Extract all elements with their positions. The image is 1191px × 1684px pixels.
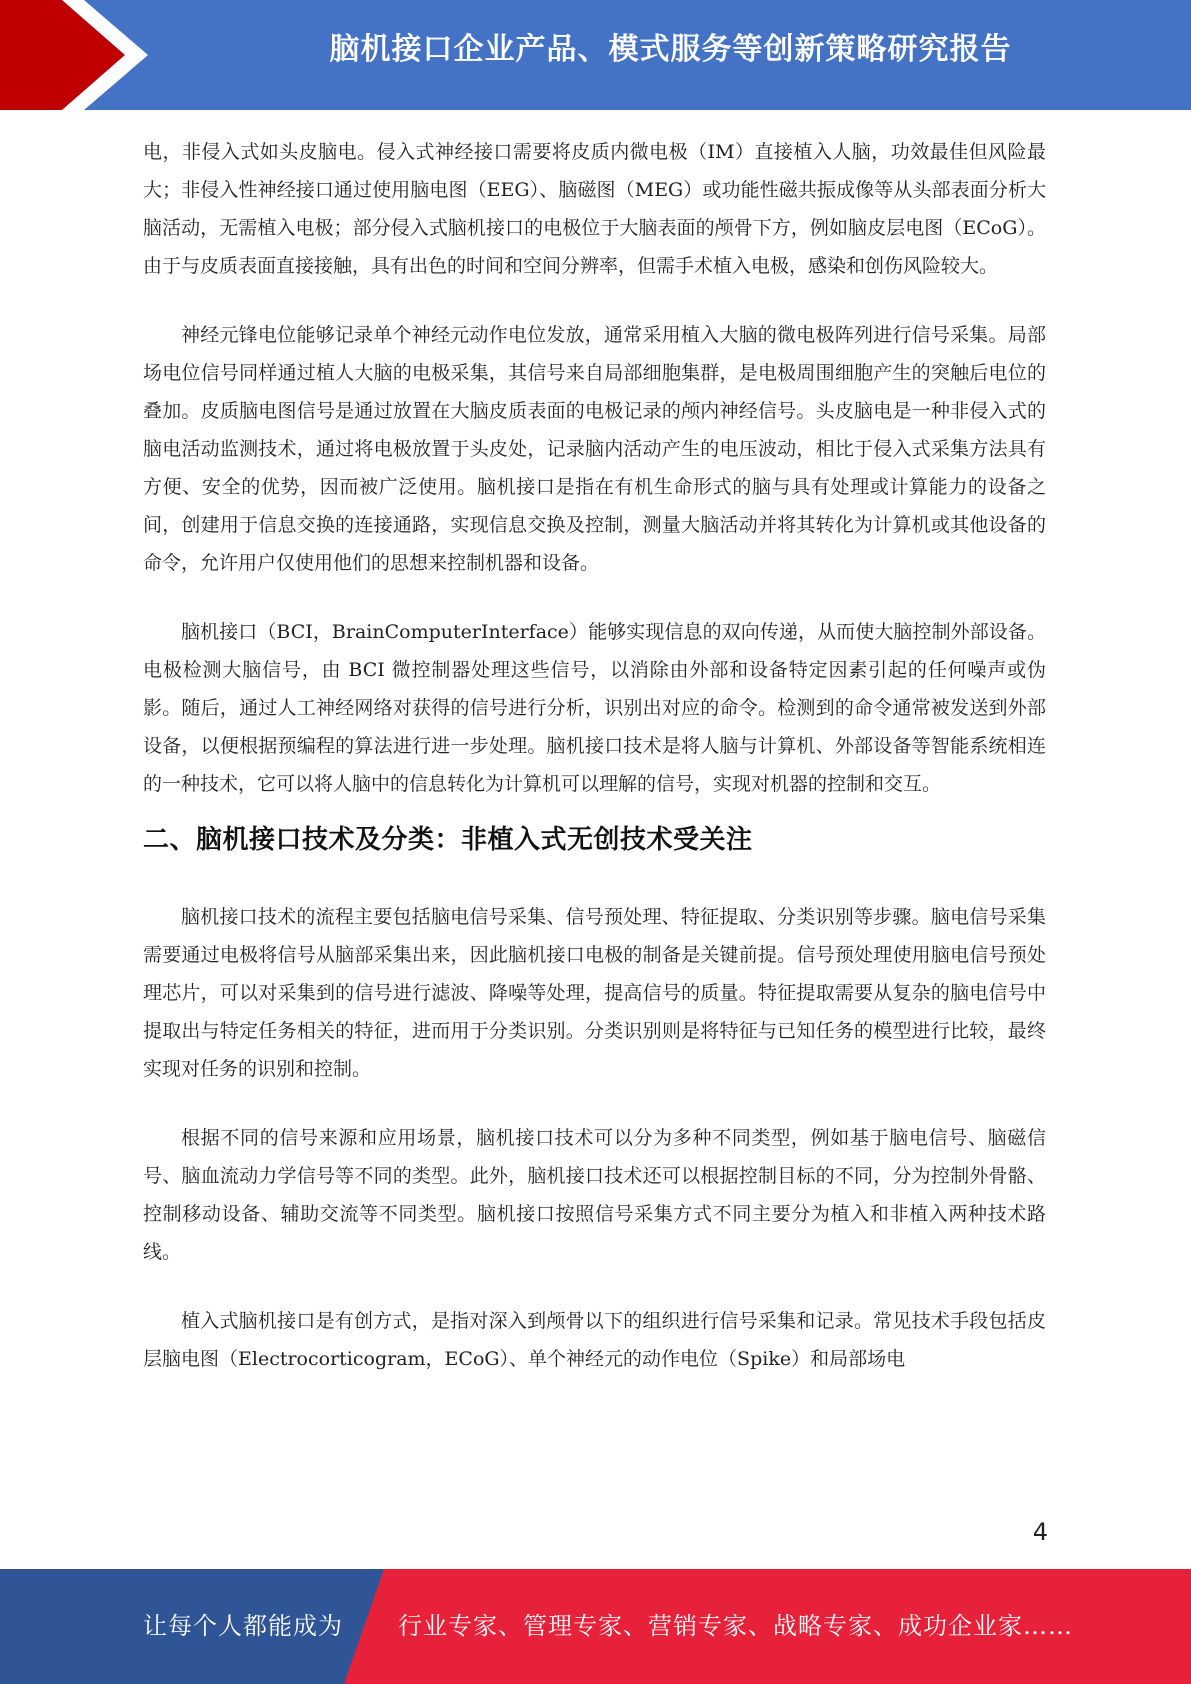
page-number: 4 xyxy=(1032,1518,1048,1546)
paragraph: 根据不同的信号来源和应用场景，脑机接口技术可以分为多种不同类型，例如基于脑电信号、脑磁信号、脑血流动力学信号等不同的类型。此外，脑机接口技术还可以根据控制目标的不同，分为控制外骨骼、控制移动设备、辅助交流等不同类型。脑机接口按照信号采集方式不同主要分为植入和非植入两种技术路线。 xyxy=(143,1127,1046,1263)
report-title: 脑机接口企业产品、模式服务等创新策略研究报告 xyxy=(329,32,1012,67)
paragraph-continued: 电，非侵入式如头皮脑电。侵入式神经接口需要将皮质内微电极（IM）直接植入人脑，功效最佳但风险最大；非侵入性神经接口通过使用脑电图（EEG）、脑磁图（MEG）或功能性磁共振成像等从头部表面分析大脑活动，无需植入电极；部分侵入式脑机接口的电极位于大脑表面的颅骨下方，例如脑皮层电图（ECoG）。由于与皮质表面直接接触，具有出色的时间和空间分辨率，但需手术植入电极，感染和创伤风险较大。 xyxy=(143,141,1046,277)
page-footer xyxy=(0,1569,1191,1684)
paragraph: 脑机接口技术的流程主要包括脑电信号采集、信号预处理、特征提取、分类识别等步骤。脑电信号采集需要通过电极将信号从脑部采集出来，因此脑机接口电极的制备是关键前提。信号预处理使用脑电信号预处理芯片，可以对采集到的信号进行滤波、降噪等处理，提高信号的质量。特征提取需要从复杂的脑电信号中提取出与特定任务相关的特征，进而用于分类识别。分类识别则是将特征与已知任务的模型进行比较，最终实现对任务的识别和控制。 xyxy=(143,906,1046,1080)
paragraph: 脑机接口（BCI，BrainComputerInterface）能够实现信息的双向传递，从而使大脑控制外部设备。电极检测大脑信号，由 BCI 微控制器处理这些信号，以消除由外部和设备特定因素引起的任何噪声或伪影。随后，通过人工神经网络对获得的信号进行分析，识别出对应的命令。检测到的命令通常被发送到外部设备，以便根据预编程的算法进行进一步处理。脑机接口技术是将人脑与计算机、外部设备等智能系统相连的一种技术，它可以将人脑中的信息转化为计算机可以理解的信号，实现对机器的控制和交互。 xyxy=(143,621,1046,795)
paragraph: 神经元锋电位能够记录单个神经元动作电位发放，通常采用植入大脑的微电极阵列进行信号采集。局部场电位信号同样通过植人大脑的电极采集，其信号来自局部细胞集群，是电极周围细胞产生的突触后电位的叠加。皮质脑电图信号是通过放置在大脑皮质表面的电极记录的颅内神经信号。头皮脑电是一种非侵入式的脑电活动监测技术，通过将电极放置于头皮处，记录脑内活动产生的电压波动，相比于侵入式采集方法具有方便、安全的优势，因而被广泛使用。脑机接口是指在有机生命形式的脑与具有处理或计算能力的设备之间，创建用于信息交换的连接通路，实现信息交换及控制，测量大脑活动并将其转化为计算机或其他设备的命令，允许用户仅使用他们的思想来控制机器和设备。 xyxy=(143,324,1046,574)
page-header xyxy=(0,0,1191,110)
footer-slogan-right: 行业专家、管理专家、营销专家、战略专家、成功企业家…… xyxy=(398,1612,1073,1640)
footer-slogan-left: 让每个人都能成为 xyxy=(143,1612,343,1640)
paragraph: 植入式脑机接口是有创方式，是指对深入到颅骨以下的组织进行信号采集和记录。常见技术手段包括皮层脑电图（Electrocorticogram，ECoG）、单个神经元的动作电位（Spike）和局部场电 xyxy=(143,1310,1046,1370)
section-heading: 二、脑机接口技术及分类：非植入式无创技术受关注 xyxy=(143,825,753,855)
document-body xyxy=(143,133,1046,1378)
header-arrow-decoration xyxy=(0,0,160,110)
